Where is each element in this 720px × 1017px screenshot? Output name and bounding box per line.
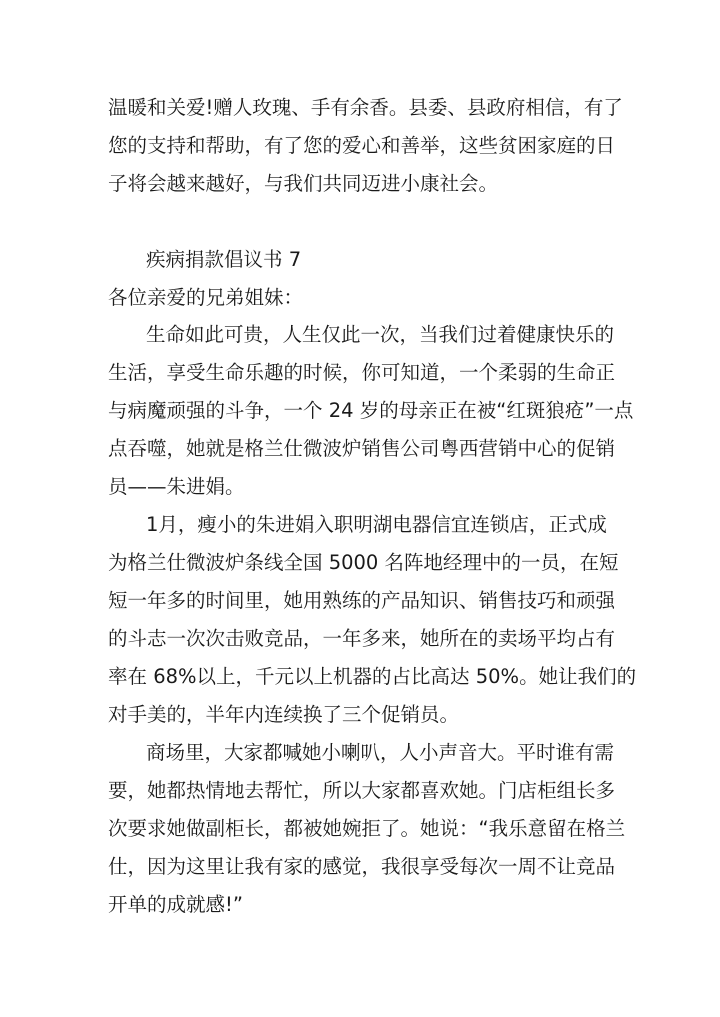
paragraph-line: 1月，瘦小的朱进娟入职明湖电器信宜连锁店，正式成 [146,513,607,536]
salutation: 各位亲爱的兄弟姐妹： [108,286,304,309]
paragraph-line: 子将会越来越好，与我们共同迈进小康社会。 [108,172,499,195]
paragraph-line: 的斗志一次次击败竞品，一年多来，她所在的卖场平均占有 [108,627,616,650]
paragraph-line: 要，她都热情地去帮忙，所以大家都喜欢她。门店柜组长多 [108,779,616,802]
paragraph-line: 您的支持和帮助，有了您的爱心和善举，这些贫困家庭的日 [108,134,616,157]
paragraph-line: 对手美的，半年内连续换了三个促销员。 [108,703,460,726]
paragraph-line: 为格兰仕微波炉条线全国 5000 名阵地经理中的一员，在短 [108,551,619,574]
paragraph-line: 生命如此可贵，人生仅此一次，当我们过着健康快乐的 [146,323,615,346]
paragraph-line: 员——朱进娟。 [108,475,245,498]
paragraph-line: 短一年多的时间里，她用熟练的产品知识、销售技巧和顽强 [108,589,616,612]
paragraph-line: 温暖和关爱!赠人玫瑰、手有余香。县委、县政府相信，有了 [108,96,623,119]
paragraph-line: 商场里，大家都喊她小喇叭，人小声音大。平时谁有需 [146,741,615,764]
paragraph-line: 与病魔顽强的斗争，一个 24 岁的母亲正在被“红斑狼疮”一点 [108,399,634,422]
paragraph-line: 率在 68%以上，千元以上机器的占比高达 50%。她让我们的 [108,665,637,688]
section-heading: 疾病捐款倡议书 7 [146,248,302,271]
paragraph-line: 点吞噬，她就是格兰仕微波炉销售公司粤西营销中心的促销 [108,437,616,460]
paragraph-line: 开单的成就感!” [108,893,243,916]
paragraph-line: 仕，因为这里让我有家的感觉，我很享受每次一周不让竞品 [108,855,616,878]
paragraph-line: 次要求她做副柜长，都被她婉拒了。她说：“我乐意留在格兰 [108,817,626,840]
paragraph-line: 生活，享受生命乐趣的时候，你可知道，一个柔弱的生命正 [108,361,616,384]
